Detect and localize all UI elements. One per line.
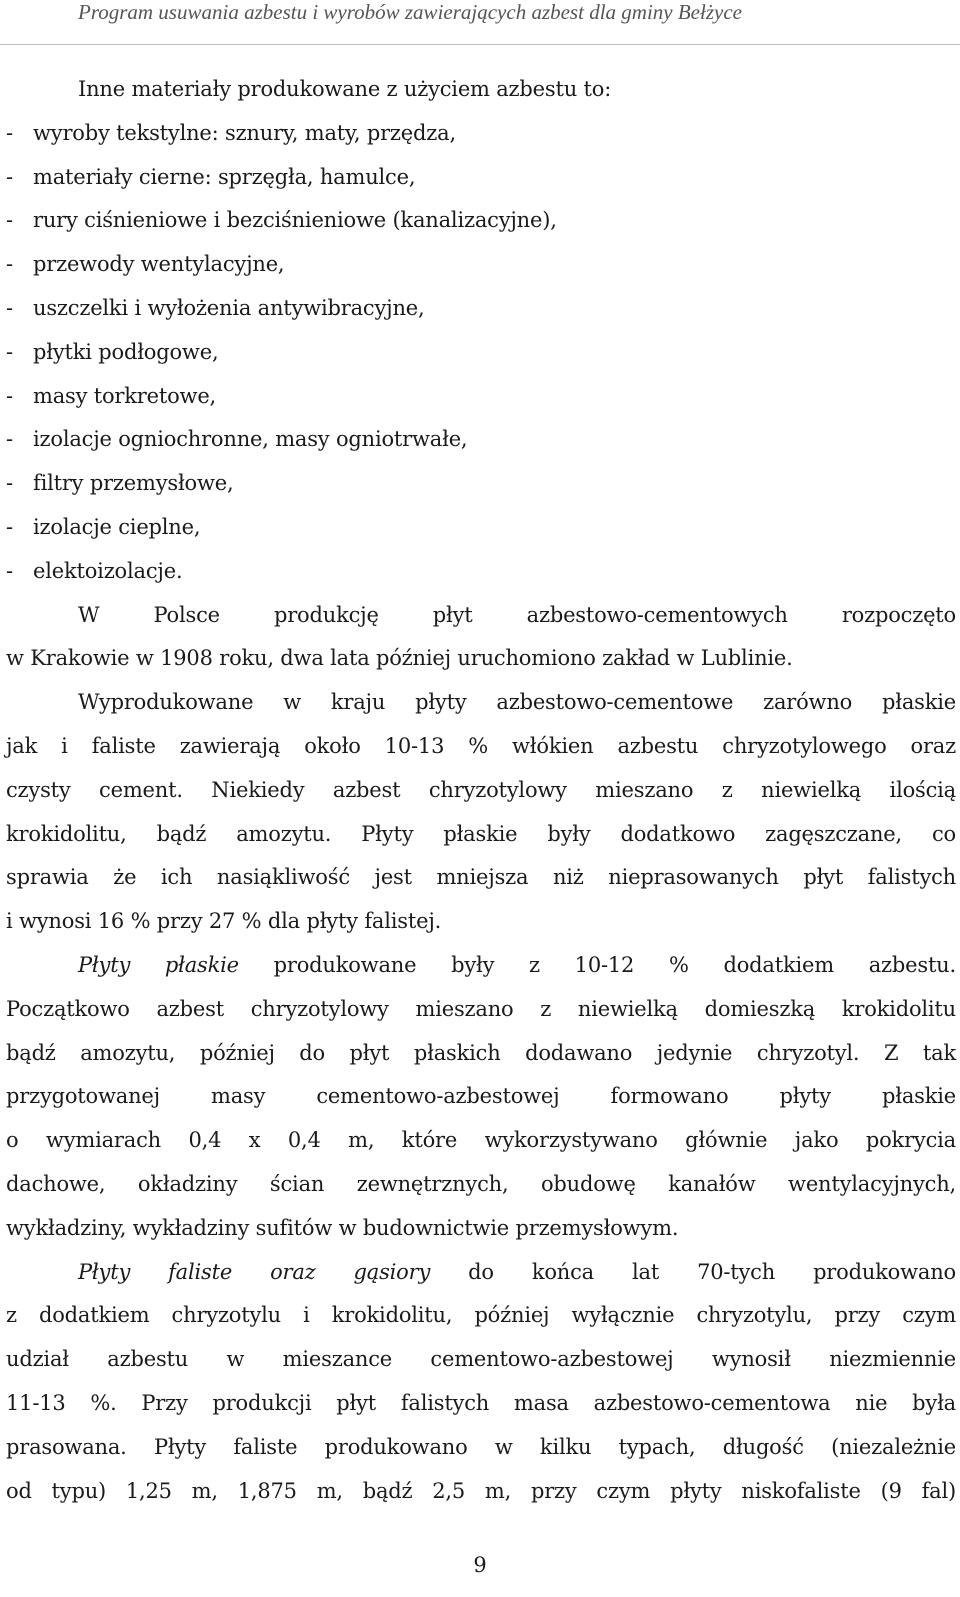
paragraph-line: Wyprodukowane w kraju płyty azbestowo-cementowe zarówno płaskie <box>78 690 956 715</box>
paragraph-first-line <box>6 944 956 988</box>
list-dash: - <box>6 339 13 364</box>
header-title: Program usuwania azbestu i wyrobów zawierających azbest dla gminy Bełżyce <box>78 0 742 24</box>
list-item <box>6 506 956 550</box>
list-item <box>6 112 956 156</box>
paragraph-line: prasowana. Płyty faliste produkowano w kilku typach, długość (niezależnie <box>6 1434 956 1459</box>
list-dash: - <box>6 164 13 189</box>
paragraph-line: od typu) 1,25 m, 1,875 m, bądź 2,5 m, przy czym płyty niskofaliste (9 fal) <box>6 1478 956 1503</box>
list-item <box>6 199 956 243</box>
list-dash: - <box>6 295 13 320</box>
list-item-text: rury ciśnieniowe i bezciśnieniowe (kanalizacyjne), <box>33 208 557 233</box>
list-dash: - <box>6 120 13 145</box>
list-intro: Inne materiały produkowane z użyciem azbestu to: <box>78 77 612 101</box>
list-item <box>6 331 956 375</box>
paragraph-line: udział azbestu w mieszance cementowo-azbestowej wynosił niezmiennie <box>6 1347 956 1372</box>
paragraph-line: krokidolitu, bądź amozytu. Płyty płaskie były dodatkowo zagęszczane, co <box>6 821 956 846</box>
list-item-text: płytki podłogowe, <box>33 339 219 364</box>
list-item-text: uszczelki i wyłożenia antywibracyjne, <box>33 295 425 320</box>
list-dash: - <box>6 427 13 452</box>
list-item-text: elektoizolacje. <box>33 558 183 583</box>
paragraph-production-start <box>6 594 956 682</box>
paragraph-line: sprawia że ich nasiąkliwość jest mniejsza niż nieprasowanych płyt falistych <box>6 865 956 890</box>
list-item-text: masy torkretowe, <box>33 383 217 408</box>
paragraph-text: produkowane były z 10-12 % dodatkiem azbestu. <box>238 952 956 977</box>
paragraph-line: dachowe, okładziny ścian zewnętrznych, obudowę kanałów wentylacyjnych, <box>6 1171 956 1196</box>
list-item-text: przewody wentylacyjne, <box>33 252 285 277</box>
paragraph-line: 11-13 %. Przy produkcji płyt falistych masa azbestowo-cementowa nie była <box>6 1390 956 1415</box>
list-dash: - <box>6 383 13 408</box>
paragraph-corrugated-sheets <box>6 1251 956 1514</box>
paragraph-line: bądź amozytu, później do płyt płaskich dodawano jedynie chryzotyl. Z tak <box>6 1040 956 1065</box>
paragraph-line: przygotowanej masy cementowo-azbestowej formowano płyty płaskie <box>6 1084 956 1109</box>
list-item-text: wyroby tekstylne: sznury, maty, przędza, <box>33 120 456 145</box>
list-item-text: izolacje cieplne, <box>33 514 201 539</box>
paragraph-text: do końca lat 70-tych produkowano <box>430 1259 956 1284</box>
list-item <box>6 243 956 287</box>
paragraph-line: o wymiarach 0,4 x 0,4 m, które wykorzystywano głównie jako pokrycia <box>6 1128 956 1153</box>
paragraph-composition <box>6 681 956 944</box>
italic-term: Płyty płaskie <box>78 952 239 977</box>
list-item-text: izolacje ogniochronne, masy ogniotrwałe, <box>33 427 468 452</box>
page-header <box>0 0 960 45</box>
list-dash: - <box>6 252 13 277</box>
list-item <box>6 156 956 200</box>
italic-term: Płyty faliste oraz gąsiory <box>78 1259 431 1284</box>
list-item-text: filtry przemysłowe, <box>33 471 234 496</box>
materials-list <box>6 112 956 594</box>
paragraph-line: W Polsce produkcję płyt azbestowo-cementowych rozpoczęto <box>78 602 956 627</box>
paragraph-line: w Krakowie w 1908 roku, dwa lata później uruchomiono zakład w Lublinie. <box>6 646 793 671</box>
paragraph-flat-sheets <box>6 944 956 1251</box>
document-body <box>6 68 956 1513</box>
list-item <box>6 550 956 594</box>
list-item <box>6 375 956 419</box>
paragraph-line: wykładziny, wykładziny sufitów w budownictwie przemysłowym. <box>6 1215 679 1240</box>
paragraph-line: i wynosi 16 % przy 27 % dla płyty falistej. <box>6 909 442 934</box>
list-item <box>6 462 956 506</box>
list-item <box>6 287 956 331</box>
paragraph-first-line <box>6 1251 956 1295</box>
paragraph-line: Początkowo azbest chryzotylowy mieszano z niewielką domieszką krokidolitu <box>6 996 956 1021</box>
list-item-text: materiały cierne: sprzęgła, hamulce, <box>33 164 416 189</box>
paragraph-line: czysty cement. Niekiedy azbest chryzotylowy mieszano z niewielką ilością <box>6 777 956 802</box>
list-dash: - <box>6 471 13 496</box>
list-item <box>6 418 956 462</box>
paragraph-line: z dodatkiem chryzotylu i krokidolitu, później wyłącznie chryzotylu, przy czym <box>6 1303 956 1328</box>
page-number: 9 <box>473 1553 487 1577</box>
list-dash: - <box>6 558 13 583</box>
list-dash: - <box>6 514 13 539</box>
list-dash: - <box>6 208 13 233</box>
paragraph-line: jak i faliste zawierają około 10-13 % włókien azbestu chryzotylowego oraz <box>6 733 956 758</box>
